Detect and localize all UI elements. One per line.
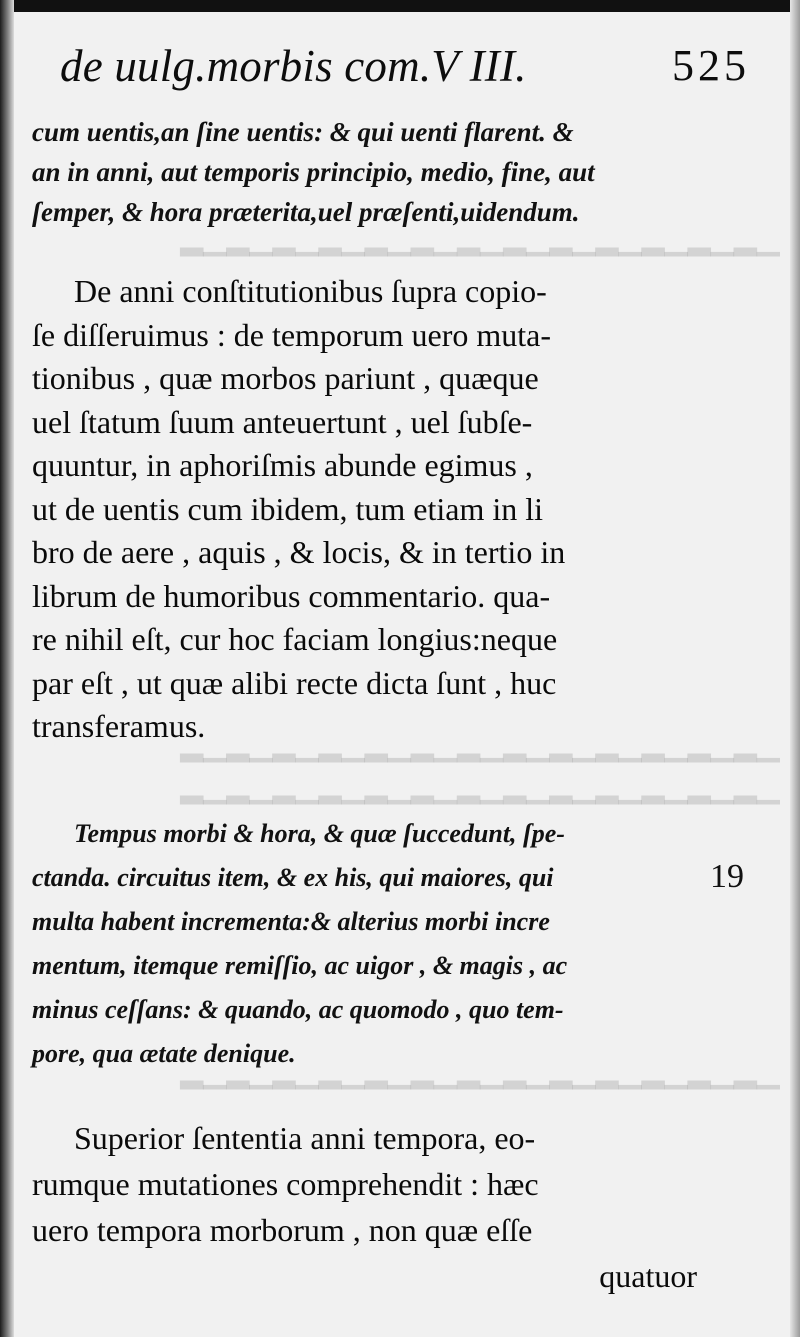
- text-line: rumque mutationes comprehendit : hæc: [32, 1166, 539, 1202]
- catchword: quatuor: [599, 1258, 697, 1294]
- show-through-texture: ▁▂▁▂▁▂▁▂▁▂▁▂▁▂▁▂▁▂▁▂▁▂▁▂▁▂: [180, 223, 780, 256]
- text-line: multa habent incrementa:& alterius morbi incre: [32, 907, 550, 936]
- text-line: ſemper, & hora præterita,uel præſenti,uidendum.: [32, 197, 580, 227]
- show-through-texture: ▁▂▁▂▁▂▁▂▁▂▁▂▁▂▁▂▁▂▁▂▁▂▁▂▁▂: [180, 771, 780, 804]
- running-title: de uulg.morbis com.V III.: [60, 41, 527, 91]
- text-line: Tempus morbi & hora, & quæ ſuccedunt, ſpe-: [74, 819, 565, 848]
- commentary-paragraph: [32, 270, 732, 749]
- show-through-texture: ▁▂▁▂▁▂▁▂▁▂▁▂▁▂▁▂▁▂▁▂▁▂▁▂▁▂: [180, 729, 780, 762]
- page-top-edge: [0, 0, 800, 12]
- page-gutter-shadow: [0, 0, 14, 1337]
- text-line: pore, qua ætate denique.: [32, 1039, 296, 1068]
- text-line: bro de aere , aquis , & locis, & in tertio in: [32, 534, 566, 570]
- text-line: mentum, itemque remiſſio, ac uigor , & magis , ac: [32, 951, 568, 980]
- text-line: uel ſtatum ſuum anteuertunt , uel ſubſe-: [32, 403, 533, 440]
- text-line: librum de humoribus commentario. qua-: [32, 577, 551, 614]
- text-line: an in anni, aut temporis principio, medio, fine, aut: [32, 157, 595, 187]
- text-line: uero tempora morborum , non quæ eſſe: [32, 1212, 533, 1248]
- page-right-edge: [790, 0, 800, 1337]
- text-line: De anni conſtitutionibus ſupra copio-: [74, 273, 547, 309]
- italic-aphorism: [32, 812, 722, 1076]
- text-line: ſe diſſeruimus : de temporum uero muta-: [32, 316, 551, 353]
- text-line: quuntur, in aphoriſmis abunde egimus ,: [32, 447, 533, 483]
- show-through-texture: ▁▂▁▂▁▂▁▂▁▂▁▂▁▂▁▂▁▂▁▂▁▂▁▂▁▂: [180, 1056, 780, 1089]
- text-line: cum uentis,an ſine uentis: & qui uenti flarent. &: [32, 117, 574, 147]
- text-line: ut de uentis cum ibidem, tum etiam in li: [32, 490, 544, 527]
- italic-paragraph-continuation: [32, 112, 722, 232]
- page-number: 525: [672, 41, 750, 90]
- text-line: re nihil eſt, cur hoc faciam longius:neque: [32, 621, 558, 657]
- text-line: par eſt , ut quæ alibi recte dicta ſunt , huc: [32, 664, 557, 701]
- text-line: minus ceſſans: & quando, ac quomodo , quo tem-: [32, 995, 564, 1024]
- running-head: [60, 40, 750, 100]
- text-line: ctanda. circuitus item, & ex his, qui maiores, qui: [32, 863, 554, 892]
- commentary-paragraph-2: [32, 1115, 732, 1299]
- text-line: transferamus.: [32, 708, 206, 744]
- text-line: tionibus , quæ morbos pariunt , quæque: [32, 360, 539, 396]
- text-line: Superior ſententia anni tempora, eo-: [74, 1120, 536, 1156]
- marginal-number: 19: [710, 858, 744, 895]
